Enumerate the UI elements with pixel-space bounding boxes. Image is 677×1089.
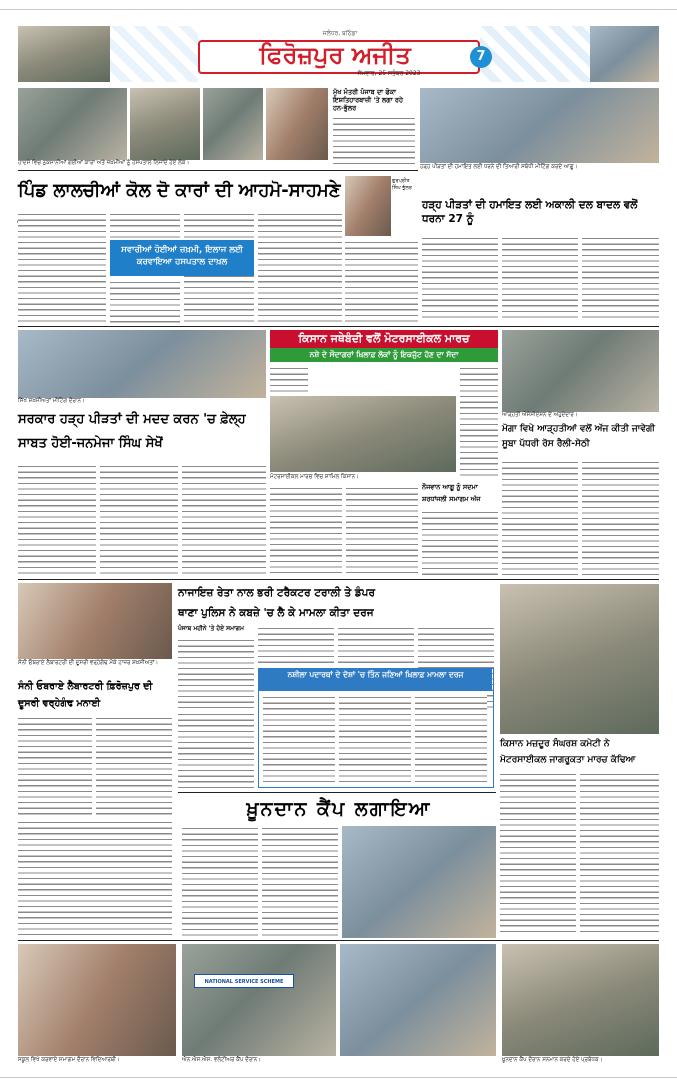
- akali-body-col3: [582, 236, 659, 320]
- akali-body-col1: [422, 236, 498, 320]
- bhullar-portrait: [345, 176, 391, 236]
- school-students-caption: ਸਕੂਲ ਵਿਖੇ ਕਰਵਾਏ ਸਮਾਗਮ ਦੌਰਾਨ ਵਿਦਿਆਰਥੀ।: [18, 1057, 120, 1063]
- blood-camp-headline: ਖ਼ੂਨਦਾਨ ਕੈਂਪ ਲਗਾਇਆ: [246, 798, 432, 820]
- kisan-mazdoor-body-col2: [580, 772, 659, 936]
- akali-meeting-caption: ਹੜ੍ਹ ਪੀੜਤਾਂ ਦੀ ਹਮਾਇਤ ਲਈ ਧਰਨੇ ਦੀ ਤਿਆਰੀ ਸਬੰਧੀ ਮੀਟਿੰਗ ਕਰਦੇ ਆਗੂ।: [420, 164, 578, 170]
- crash-photo-4: [266, 88, 328, 160]
- akali-meeting-photo: [420, 88, 659, 163]
- section-rule-3: [178, 792, 496, 793]
- lead-body-col2b: [110, 280, 180, 324]
- kisan-photo-caption: ਮੋਟਰਸਾਈਕਲ ਮਾਰਚ ਵਿਚ ਸ਼ਾਮਿਲ ਕਿਸਾਨ।: [270, 474, 359, 480]
- masthead: [0, 0, 677, 84]
- janmeja-body-col1: [18, 464, 96, 576]
- nss-caption: ਐਨ.ਐਸ.ਐਸ. ਵਲੰਟੀਅਰ ਕੈਂਪ ਦੌਰਾਨ।: [182, 1057, 261, 1063]
- lab-body-col2: [96, 716, 172, 816]
- moga-body-col1: [502, 460, 578, 576]
- honour-photo: [502, 944, 659, 1056]
- masthead-pattern-left: [110, 26, 198, 82]
- school-students-photo: [18, 944, 176, 1056]
- masthead-title: ਫਿਰੋਜ਼ਪੁਰ ਅਜੀਤ: [259, 40, 411, 69]
- drug-body-col2: [339, 695, 411, 785]
- janmeja-body-col3: [182, 464, 266, 576]
- blood-camp-body-col2: [262, 826, 338, 938]
- crash-photo-3: [203, 88, 263, 160]
- blood-camp-photo: [342, 826, 496, 938]
- bhullar-portrait-caption: ਗੁਰਪ੍ਰੀਤ ਸਿੰਘ ਭੁੱਲਰ: [392, 178, 412, 191]
- janmeja-meeting-photo: [18, 330, 266, 398]
- kisan-body-left: [270, 366, 308, 392]
- kisan-mazdoor-photo: [500, 584, 659, 734]
- kisan-kicker: ਨਸ਼ੇ ਦੇ ਸੌਦਾਗਰਾਂ ਖ਼ਿਲਾਫ਼ ਲੋਕਾਂ ਨੂੰ ਇਕਜੁੱਟ ਹੋਣ ਦਾ ਸੱਦਾ: [270, 348, 498, 362]
- blood-camp-body-col1: [182, 826, 258, 938]
- section-rule-2: [18, 579, 659, 580]
- lead-body-col4: [258, 212, 342, 324]
- kisan-continued-col1: [270, 486, 342, 576]
- kisan-headline: ਕਿਸਾਨ ਜਥੇਬੰਦੀ ਵਲੋਂ ਮੋਟਰਸਾਈਕਲ ਮਾਰਚ: [270, 330, 498, 348]
- sand-body-col2: [338, 626, 414, 666]
- moga-body-col2: [582, 460, 659, 576]
- moga-photo-caption: ਆੜ੍ਹਤੀ ਐਸੋਸੀਏਸ਼ਨ ਦੇ ਅਹੁਦੇਦਾਰ।: [502, 412, 578, 418]
- page-number: 7: [470, 46, 492, 68]
- memorial-photo: [590, 26, 659, 82]
- akali-headline: ਹੜ੍ਹ ਪੀੜਤਾਂ ਦੀ ਹਮਾਇਤ ਲਈ ਅਕਾਲੀ ਦਲ ਬਾਦਲ ਵਲੋਂ ਧਰਨਾ 27 ਨੂੰ: [422, 199, 638, 225]
- kisan-continued-col2: [346, 486, 418, 576]
- janmeja-headline: ਸਰਕਾਰ ਹੜ੍ਹ ਪੀੜਤਾਂ ਦੀ ਮਦਦ ਕਰਨ 'ਚ ਫ਼ੇਲ੍ਹ ਸਾਬਤ ਹੋਈ-ਜਨਮੇਜਾ ਸਿੰਘ ਸੇਖੋਂ: [18, 412, 246, 451]
- sand-headline: ਨਾਜਾਇਜ਼ ਰੇਤਾ ਨਾਲ ਭਰੀ ਟਰੈਕਟਰ ਟਰਾਲੀ ਤੇ ਡੰਪਰ: [178, 587, 375, 599]
- janmeja-photo-caption: ਸਿੱਖ ਸ਼ਖ਼ਸੀਅਤਾਂ ਮੀਟਿੰਗ ਦੌਰਾਨ।: [18, 398, 85, 404]
- drug-story-box: [258, 668, 494, 788]
- punjab-headline: ਪੰਜਾਬ ਮਹੀਨੇ 'ਤੇ ਹੋਏ ਸਮਾਗਮ: [178, 625, 244, 632]
- kisan-mazdoor-headline: ਕਿਸਾਨ ਮਜ਼ਦੂਰ ਸੰਘਰਸ਼ ਕਮੇਟੀ ਨੇ ਮੋਟਰਸਾਈਕਲ ਜਾਗਰੂਕਤਾ ਮਾਰਚ ਕੱਢਿਆ: [500, 736, 659, 770]
- drug-body-col3: [415, 695, 487, 785]
- kisan-mazdoor-body-col1: [500, 772, 576, 936]
- small-story-headline-2: ਸ਼ਰਧਾਂਜਲੀ ਸਮਾਗਮ ਅੱਜ: [422, 495, 481, 503]
- masthead-subtitle: ਜਲੰਧਰ, ਬਠਿੰਡਾ: [322, 30, 358, 37]
- drug-headline: ਨਸ਼ੀਲਾ ਪਦਾਰਥਾਂ ਦੇ ਦੋਸ਼ਾਂ 'ਚ ਤਿੰਨ ਜਣਿਆਂ ਖ਼ਿਲਾਫ਼ ਮਾਮਲਾ ਦਰਜ: [259, 669, 492, 691]
- small-story-headline: ਨੌਜਵਾਨ ਆਗੂ ਨੂੰ ਸਦਮਾ: [422, 483, 478, 491]
- moga-headline: ਮੋਗਾ ਵਿਖੇ ਆੜ੍ਹਤੀਆਂ ਵਲੋਂ ਅੱਜ ਕੀਤੀ ਜਾਵੇਗੀ ਸੂਬਾ ਪੱਧਰੀ ਰੋਸ ਰੈਲੀ-ਸੇਠੀ: [502, 424, 655, 449]
- city-gate-photo: [18, 26, 110, 82]
- masthead-date: ਸੋਮਵਾਰ, 25 ਸਤੰਬਰ 2023: [357, 70, 421, 77]
- drug-body-col1: [263, 695, 335, 785]
- section-rule-1: [18, 326, 659, 327]
- crash-photo-caption: ਹਾਦਸੇ ਵਿਚ ਨੁਕਸਾਨੀਆਂ ਗਈਆਂ ਕਾਰਾਂ ਅਤੇ ਜ਼ਖ਼ਮੀਆਂ ਨੂੰ ਹਸਪਤਾਲ ਲਿਜਾਂਦੇ ਹੋਏ ਲੋਕ।: [18, 160, 190, 166]
- lead-body-col1: [18, 212, 106, 324]
- small-story-body: [422, 510, 498, 576]
- lab-anniversary-photo: [18, 583, 172, 659]
- nss-photo-2: [340, 944, 496, 1056]
- punjab-body-2: [178, 712, 254, 788]
- kisan-body-right: [460, 366, 498, 476]
- nss-photo-1: [182, 944, 336, 1056]
- lab-body-col1: [18, 716, 92, 816]
- crash-photo-2: [130, 88, 200, 160]
- lead-body-col2: [110, 212, 180, 240]
- section-rule-4: [18, 940, 659, 941]
- masthead-pattern-right: [480, 26, 590, 82]
- top-rule: [18, 170, 418, 171]
- sand-headline-2: ਥਾਣਾ ਪੁਲਿਸ ਨੇ ਕਬਜ਼ੇ 'ਚ ਲੈ ਕੇ ਮਾਮਲਾ ਕੀਤਾ ਦਰਜ: [178, 607, 374, 619]
- bottom-registration-strip: [0, 1077, 677, 1089]
- sand-body-col1: [258, 626, 334, 666]
- akali-body-col2: [502, 236, 578, 320]
- kisan-march-photo: [270, 396, 456, 472]
- snippet-headline: ਮੁੱਖ ਮੰਤਰੀ ਪੰਜਾਬ ਦਾ ਫੋਕਾ ਇਸ਼ਤਿਹਾਰਬਾਜ਼ੀ 'ਤੇ ਲਗਾ ਰਹੇ ਹਨ-ਭੁੱਲਰ: [333, 88, 403, 112]
- punjab-body: [178, 638, 254, 708]
- nss-banner: NATIONAL SERVICE SCHEME: [194, 974, 294, 988]
- lab-headline: ਸੰਨੀ ਓਬਰਾਏ ਲੈਬਾਰਟਰੀ ਫ਼ਿਰੋਜ਼ਪੁਰ ਦੀ ਦੂਸਰੀ ਵਰ੍ਹੇਗੰਢ ਮਨਾਈ: [18, 681, 153, 709]
- lead-headline: ਪਿੰਡ ਲਾਲਚੀਆਂ ਕੋਲ ਦੋ ਕਾਰਾਂ ਦੀ ਆਹਮੋ-ਸਾਹਮਣੇ: [18, 180, 341, 201]
- crash-photo-1: [18, 88, 127, 160]
- bhullar-body: [345, 240, 418, 324]
- snippet-body: [333, 116, 415, 166]
- janmeja-body-col2: [100, 464, 178, 576]
- moga-photo: [502, 330, 659, 412]
- snippet-column: [333, 88, 415, 168]
- lab-body-col3: [18, 820, 172, 938]
- print-registration-strip: [0, 0, 677, 10]
- lab-photo-caption: ਸੰਨੀ ਓਬਰਾਏ ਲੈਬਾਰਟਰੀ ਦੀ ਦੂਸਰੀ ਵਰ੍ਹੇਗੰਢ ਮੌਕੇ ਹਾਜ਼ਰ ਸ਼ਖ਼ਸੀਅਤਾਂ।: [18, 660, 159, 666]
- lead-kicker: ਸਵਾਰੀਆਂ ਹੋਈਆਂ ਜ਼ਖ਼ਮੀ, ਇਲਾਜ ਲਈ ਕਰਵਾਇਆ ਹਸਪਤਾਲ ਦਾਖ਼ਲ: [110, 240, 254, 276]
- honour-caption: ਖ਼ੂਨਦਾਨ ਕੈਂਪ ਦੌਰਾਨ ਸਨਮਾਨ ਕਰਦੇ ਹੋਏ ਪ੍ਰਬੰਧਕ।: [502, 1057, 603, 1063]
